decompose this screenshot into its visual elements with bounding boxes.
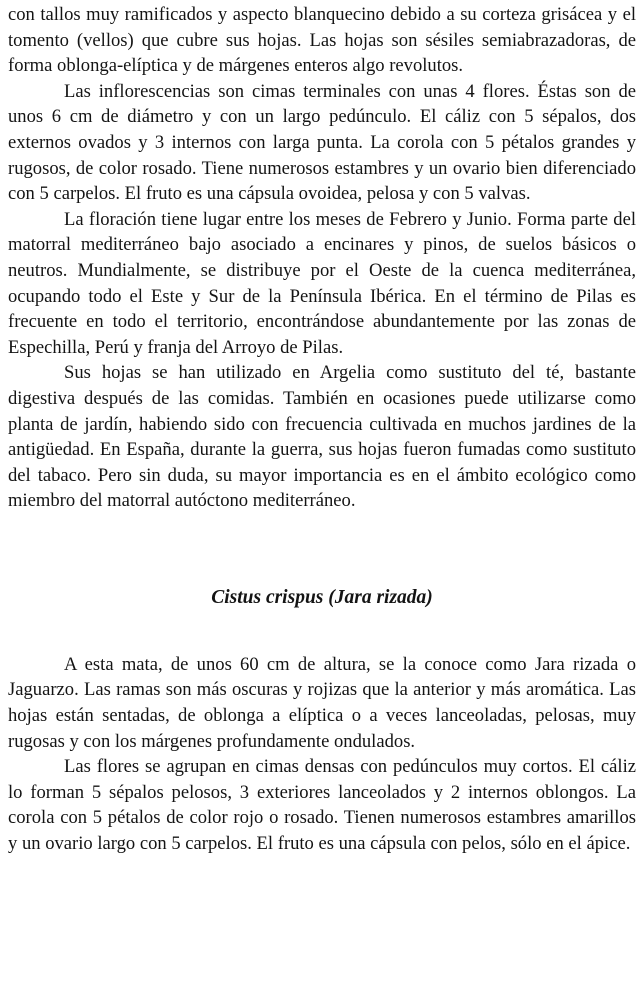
document-page [8,2,636,857]
paragraph-uses: Sus hojas se han utilizado en Argelia como sustituto del té, bastante digestiva después de las comidas. También en ocasiones puede utilizarse como planta de jardín, habiendo sido con frecuencia cultivada en muchos jardines de la antigüedad. En España, durante la guerra, sus hojas fueron fumadas como sustituto del tabaco. Pero sin duda, su mayor importancia es en el ámbito ecológico como miembro del matorral autóctono mediterráneo. [8,362,636,512]
paragraph-description-continued: con tallos muy ramificados y aspecto blanquecino debido a su corteza grisácea y el tomento (vellos) que cubre sus hojas. Las hojas son sésiles semiabrazadoras, de forma oblonga-elíptica y de márgenes enteros algo revolutos. [8,4,636,77]
paragraph-flowering-distribution: La floración tiene lugar entre los meses de Febrero y Junio. Forma parte del matorral mediterráneo bajo asociado a encinares y pinos, de suelos básicos o neutros. Mundialmente, se distribuye por el Oeste de la cuenca mediterránea, ocupando todo el Este y Sur de la Península Ibérica. En el término de Pilas es frecuente en todo el territorio, encontrándose abundantemente por las zonas de Espechilla, Perú y franja del Arroyo de Pilas. [8,208,636,358]
paragraph-cistus-crispus-description: A esta mata, de unos 60 cm de altura, se la conoce como Jara rizada o Jaguarzo. Las ramas son más oscuras y rojizas que la anterior y más aromática. Las hojas están sentadas, de oblonga a elíptica o a veces lanceoladas, pelosas, muy rugosas y con los márgenes profundamente ondulados. [8,653,636,752]
section-title: Cistus crispus (Jara rizada) [211,586,433,608]
paragraph-inflorescence: Las inflorescencias son cimas terminales con unas 4 flores. Éstas son de unos 6 cm de diámetro y con un largo pedúnculo. El cáliz con 5 sépalos, dos externos ovados y 3 internos con larga punta. La corola con 5 pétalos grandes y rugosos, de color rosado. Tiene numerosos estambres y un ovario bien diferenciado con 5 carpelos. El fruto es una cápsula ovoidea, pelosa y con 5 valvas. [8,80,636,205]
paragraph-cistus-crispus-flowers: Las flores se agrupan en cimas densas con pedúnculos muy cortos. El cáliz lo forman 5 sépalos pelosos, 3 exteriores lanceolados y 2 internos oblongos. La corola con 5 pétalos de color rojo o rosado. Tienen numerosos estambres amarillos y un ovario largo con 5 carpelos. El fruto es una cápsula con pelos, sólo en el ápice. [8,756,636,855]
